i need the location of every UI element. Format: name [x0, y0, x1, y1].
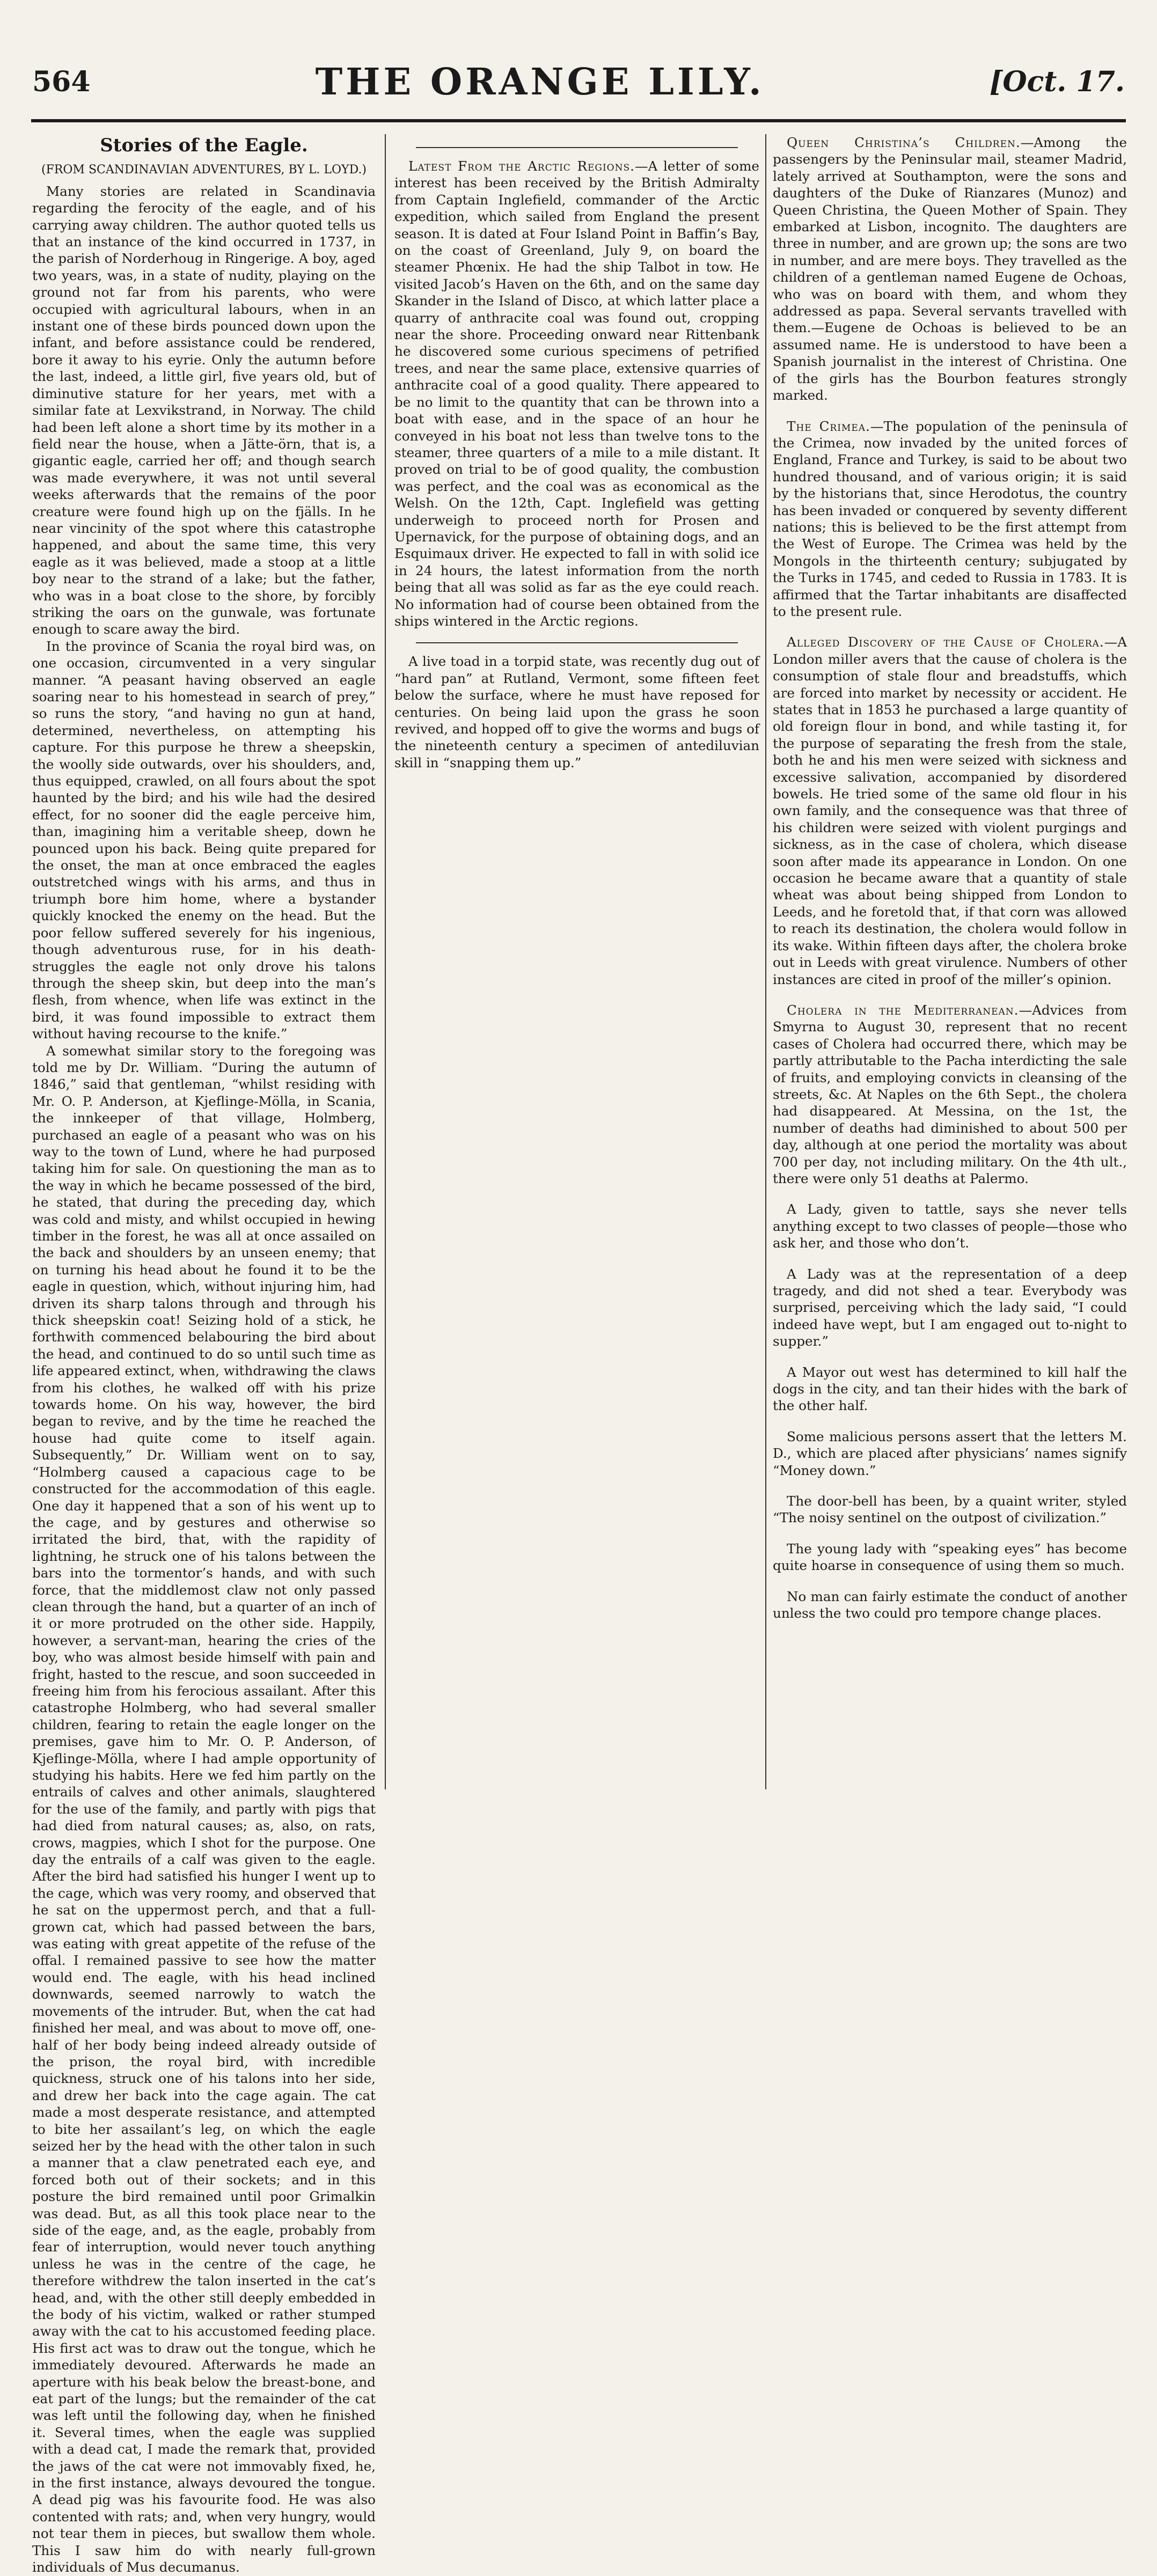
short-item: Some malicious persons assert that the letters M. D., which are placed after physicians’ names signify “Money down.”	[773, 1428, 1127, 1478]
article-source: (FROM SCANDINAVIAN ADVENTURES, BY L. LOYD.)	[41, 163, 367, 177]
news-item	[773, 134, 1127, 404]
column-divider	[765, 134, 766, 1789]
arctic-text: —A letter of some interest has been received by the British Admiralty from Captain Inglefield, commander of the Arctic expedition, which sailed from England the present season. It is dated at Four Island Point in Baffin’s Bay, on the coast of Greenland, July 9, on board the steamer Phœnix. He had the ship Talbot in tow. He visited Jacob’s Haven on the 6th, and on the same day Skander in the Island of Disco, at which latter place a quarry of anthracite coal was found out, cropping near the shore. Proceeding onward near Rittenbank he discovered some curious specimens of petrified trees, and near the same place, extensive quarries of anthracite coal of a good quality. There appeared to be no limit to the quantity that can be thrown into a boat with ease, and in the space of an hour he conveyed in his boat not less than twelve tons to the steamer, three quarters of a mile to a mile distant. It proved on trial to be of good quality, the combustion was perfect, and the coal was as economical as the Welsh. On the 12th, Capt. Inglefield was getting underweigh to proceed north for Prosen and Upernavick, for the purpose of obtaining dogs, and an Esquimaux driver. He expected to fall in with solid ice in 24 hours, the latest information from the north being that all was solid as far as the eye could reach. No information had of course been obtained from the ships wintered in the Arctic regions.	[394, 158, 759, 629]
christina-heading: Queen Christina’s Children.	[787, 135, 1021, 150]
short-item: The door-bell has been, by a quaint writer, styled “The noisy sentinel on the outpost of civilization.”	[773, 1493, 1127, 1526]
news-item	[773, 634, 1127, 988]
cholera-cause-heading: Alleged Discovery of the Cause of Cholera.	[787, 634, 1104, 650]
page-number: 564	[32, 65, 91, 98]
short-item: The young lady with “speaking eyes” has become quite hoarse in consequence of using them so much.	[773, 1540, 1127, 1574]
cholera-med-text: —Advices from Smyrna to August 30, represent that no recent cases of Cholera had occurred there, which may be partly attributable to the Pacha interdicting the sale of fruits, and employing convicts in cleansing of the streets, &c. At Naples on the 6th Sept., the cholera had disappeared. At Messina, on the 1st, the number of deaths had diminished to about 500 per day, although at one period the mortality was about 700 per day, not including military. On the 4th ult., there were only 51 deaths at Palermo.	[773, 1002, 1127, 1186]
christina-text: —Among the passengers by the Peninsular mail, steamer Madrid, lately arrived at Southampton, were the sons and daughters of the Duke of Rianzares (Munoz) and Queen Christina, the Queen Mother of Spain. They embarked at Lisbon, incognito. The daughters are three in number, and are grown up; the sons are two in number, and are mere boys. They travelled as the children of a gentleman named Eugene de Ochoas, who was on board with them, and whom they addressed as papa. Several servants travelled with them.—Eugene de Ochoas is believed to be an assumed name. He is understood to have been a Spanish journalist in the interest of Christina. One of the girls has the Bourbon features strongly marked.	[773, 135, 1127, 403]
header-rule	[31, 119, 1126, 122]
column-one	[32, 134, 376, 2575]
cholera-med-heading: Cholera in the Mediterranean.	[787, 1002, 1019, 1018]
short-item: A Lady was at the representation of a deep tragedy, and did not shed a tear. Everybody was surprised, perceiving which the lady said, “I could indeed have wept, but I am engaged out to-night to supper.”	[773, 1266, 1127, 1349]
eagle-paragraph: In the province of Scania the royal bird was, on one occasion, circumvented in a very singular manner. “A peasant having observed an eagle soaring near to his homestead in search of prey,” so runs the story, “and having no gun at hand, determined, nevertheless, on attempting his capture. For this purpose he threw a sheepskin, the woolly side outwards, over his shoulders, and, thus equipped, crawled, on all fours about the spot haunted by the bird; and his wile had the desired effect, for no sooner did the eagle perceive him, than, imagining him a veritable sheep, down he pounced upon his back. Being quite prepared for the onset, the man at once embraced the eagles outstretched wings with his arms, and thus in triumph bore him home, where a bystander quickly knocked the enemy on the head. But the poor fellow suffered severely for his ingenious, though adventurous ruse, for in his death-struggles the eagle not only drove his talons through the sheep skin, but deep into the man’s flesh, from whence, when life was extinct in the bird, it was found impossible to extract them without having recourse to the knife.”	[32, 638, 376, 1042]
page-header	[32, 51, 1125, 113]
article-title-eagle: Stories of the Eagle.	[100, 135, 308, 156]
column-divider	[385, 134, 386, 1789]
news-item	[773, 418, 1127, 620]
issue-date: [Oct. 17.	[989, 65, 1125, 98]
short-item: A Lady, given to tattle, says she never tells anything except to two classes of people—those who ask her, and those who don’t.	[773, 1201, 1127, 1251]
section-divider	[416, 147, 738, 148]
short-item: No man can fairly estimate the conduct of another unless the two could pro tempore change places.	[773, 1588, 1127, 1621]
column-three	[773, 134, 1127, 1789]
arctic-heading: Latest From the Arctic Regions.	[408, 158, 635, 174]
eagle-paragraph: A somewhat similar story to the foregoing was told me by Dr. William. “During the autumn of 1846,” said that gentleman, “whilst residing with Mr. O. P. Anderson, at Kjeflinge-Mölla, in Scania, the innkeeper of that village, Holmberg, purchased an eagle of a peasant who was on his way to the town of Lund, where he had purposed taking him for sale. On questioning the man as to the way in which he became possessed of the bird, he stated, that during the preceding day, which was cold and misty, and whilst occupied in hewing timber in the forest, he was all at once assailed on the back and shoulders by an unseen enemy; that on turning his head about he found it to be the eagle in question, which, without injuring him, had driven its sharp talons through and through his thick sheepskin coat! Seizing hold of a stick, he forthwith commenced belabouring the bird about the head, and continued to do so until such time as life appeared extinct, when, withdrawing the claws from his clothes, he walked off with his prize towards home. On his way, however, the bird began to revive, and by the time he reached the house had quite come to itself again. Subsequently,” Dr. William went on to say, “Holmberg caused a capacious cage to be constructed for the accommodation of this eagle. One day it happened that a son of his went up to the cage, and by gestures and otherwise so irritated the bird, that, with the rapidity of lightning, he struck one of his talons between the bars into the tormentor’s hands, and with such force, that the middlemost claw not only passed clean through the hand, but a quarter of an inch of it or more protruded on the other side. Happily, however, a servant-man, hearing the cries of the boy, who was almost beside himself with pain and fright, hasted to the rescue, and soon succeeded in freeing him from his ferocious assailant. After this catastrophe Holmberg, who had several smaller children, fearing to retain the eagle longer on the premises, gave him to Mr. O. P. Anderson, of Kjeflinge-Mölla, where I had ample opportunity of studying his habits. Here we fed him partly on the entrails of calves and other animals, slaughtered for the use of the family, and partly with pigs that had died from natural causes; as, also, on rats, crows, magpies, which I shot for the purpose. One day the entrails of a calf was given to the eagle. After the bird had satisfied his hunger I went up to the cage, which was very roomy, and observed that he sat on the uppermost perch, and that a full-grown cat, which had passed between the bars, was eating with great appetite of the refuse of the offal. I remained passive to see how the matter would end. The eagle, with his head inclined downwards, seemed narrowly to watch the movements of the intruder. But, when the cat had finished her meal, and was about to move off, one-half of her body being indeed already outside of the prison, the royal bird, with incredible quickness, struck one of his talons into her side, and drew her back into the cage again. The cat made a most desperate resistance, and attempted to bite her assailant’s leg, on which the eagle seized her by the head with the other talon in such a manner that a claw penetrated each eye, and forced both out of their sockets; and in this posture the bird remained until poor Grimalkin was dead. But, as all this took place near to the side of the eage, and, as the eagle, probably from fear of interruption, would never touch anything unless he was in the centre of the cage, he therefore withdrew the talon inserted in the cat’s head, and, with the other still deeply embedded in the body of his victim, walked or rather stumped away with the cat to his accustomed feeding place. His first act was to draw out the tongue, which he immediately devoured. Afterwards he made an aperture with his beak below the breast-bone, and eat part of the lungs; but the remainder of the cat was left until the following day, when he finished it. Several times, when the eagle was supplied with a dead cat, I made the remark that, provided the jaws of the cat were not immovably fixed, he, in the first instance, always devoured the tongue. A dead pig was his favourite food. He was also contented with rats; and, when very hungry, would not tear them in pieces, but swallow them whole. This I saw him do with nearly full-grown individuals of Mus decumanus.	[32, 1043, 376, 2575]
column-two	[394, 134, 759, 1789]
crimea-text: —The population of the peninsula of the Crimea, now invaded by the united forces of England, France and Turkey, is said to be about two hundred thousand, and of various origin; it is said by the historians that, since Herodotus, the country has been invaded or conquered by seventy different nations; this is believed to be the first attempt from the West of Europe. The Crimea was held by the Mongols in the thirteenth century; subjugated by the Turks in 1745, and ceded to Russia in 1783. It is affirmed that the Tartar inhabitants are disaffected to the present rule.	[773, 418, 1127, 619]
section-divider	[416, 642, 738, 643]
arctic-article	[394, 158, 759, 629]
cholera-cause-text: —A London miller avers that the cause of cholera is the consumption of stale flour and breadstuffs, which are forced into market by necessity or accident. He states that in 1853 he purchased a large quantity of old foreign flour in bond, and while tasting it, for the purpose of separating the fresh from the stale, both he and his men were seized with sickness and excessive salivation, accompanied by disordered bowels. He tried some of the same old flour in his own family, and the consequence was that three of his children were seized with violent purgings and sickness, as in the case of cholera, which disease soon after made its appearance in London. On one occasion he became aware that a quantity of stale wheat was about being shipped from London to Leeds, and he foretold that, if that corn was allowed to reach its destination, the cholera would follow in its wake. Within fifteen days after, the cholera broke out in Leeds with great virulence. Numbers of other instances are cited in proof of the miller’s opinion.	[773, 634, 1127, 987]
short-item: A Mayor out west has determined to kill half the dogs in the city, and tan their hides with the bark of the other half.	[773, 1364, 1127, 1414]
crimea-heading: The Crimea.	[787, 418, 870, 434]
toad-article: A live toad in a torpid state, was recently dug out of “hard pan” at Rutland, Vermont, some fifteen feet below the surface, where he must have reposed for centuries. On being laid upon the grass he soon revived, and hopped off to give the worms and bugs of the nineteenth century a specimen of antediluvian skill in “snapping them up.”	[394, 654, 759, 770]
masthead-title: THE ORANGE LILY.	[315, 60, 765, 104]
eagle-paragraph: Many stories are related in Scandinavia regarding the ferocity of the eagle, and of his carrying away children. The author quoted tells us that an instance of the kind occurred in 1737, in the parish of Norderhoug in Ringerige. A boy, aged two years, was, in a state of nudity, playing on the ground not far from his parents, who were occupied with agricultural labours, when in an instant one of these birds pounced down upon the infant, and before assistance could be rendered, bore it away to his eyrie. Only the autumn before the last, indeed, a little girl, five years old, but of diminutive stature for her years, met with a similar fate at Lexvikstrand, in Norway. The child had been left alone a short time by its mother in a field near the house, when a Jätte-örn, that is, a gigantic eagle, carried her off; and though search was made everywhere, it was not until several weeks afterwards that the remains of the poor creature were found high up on the fjälls. In he near vincinity of the spot where this catastrophe happened, and about the same time, this very eagle as it was believed, made a stoop at a little boy near to the strand of a lake; but the father, who was in a boat close to the shore, by forcibly striking the oars on the gunwale, was fortunate enough to scare away the bird.	[32, 183, 376, 637]
news-item	[773, 1002, 1127, 1187]
